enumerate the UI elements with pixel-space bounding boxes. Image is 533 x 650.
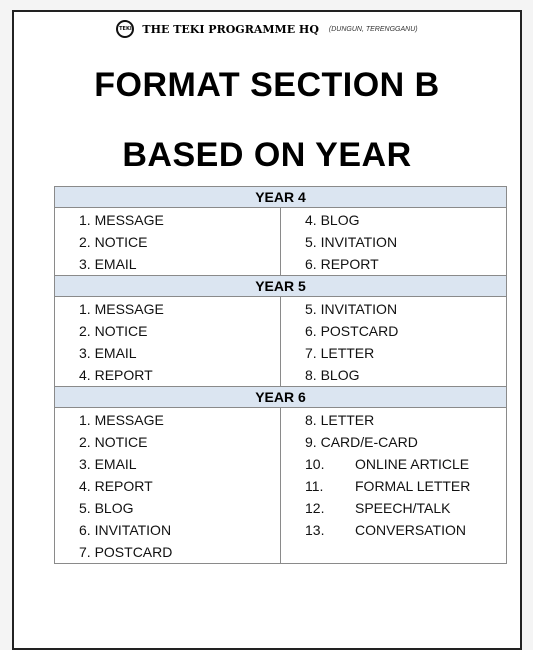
item-label: INVITATION — [320, 301, 398, 317]
item-label: NOTICE — [94, 434, 148, 450]
format-item — [305, 298, 506, 320]
format-item — [79, 231, 280, 253]
teki-logo-icon: TEKI — [116, 20, 134, 38]
item-number: 7. — [305, 345, 317, 361]
format-item — [305, 364, 506, 386]
item-number: 1. — [79, 212, 91, 228]
item-label: MESSAGE — [94, 301, 164, 317]
item-number: 3. — [79, 256, 91, 272]
item-label: CONVERSATION — [355, 522, 466, 538]
item-label: REPORT — [94, 367, 153, 383]
item-label: ONLINE ARTICLE — [355, 456, 470, 472]
item-label: LETTER — [320, 345, 375, 361]
item-label: EMAIL — [94, 456, 137, 472]
item-number: 5. — [79, 500, 91, 516]
item-number: 6. — [305, 256, 317, 272]
item-number: 11. — [305, 478, 324, 494]
item-label: MESSAGE — [94, 412, 164, 428]
format-list-right — [281, 208, 506, 275]
item-label: EMAIL — [94, 256, 137, 272]
format-list-left — [55, 208, 281, 275]
format-list-left — [55, 408, 281, 563]
year-header: YEAR 6 — [55, 387, 506, 408]
item-label: BLOG — [320, 367, 360, 383]
format-item — [79, 497, 280, 519]
format-item — [79, 431, 280, 453]
format-item — [79, 519, 280, 541]
format-item — [305, 453, 506, 475]
item-label: BLOG — [94, 500, 134, 516]
org-location: (DUNGUN, TERENGGANU) — [328, 25, 418, 33]
item-number: 13. — [305, 522, 325, 538]
format-item — [79, 475, 280, 497]
item-label: CARD/E-CARD — [320, 434, 418, 450]
item-label: FORMAL LETTER — [355, 478, 471, 494]
page-header — [14, 20, 520, 38]
item-number: 2. — [79, 434, 91, 450]
year-body — [55, 297, 506, 387]
item-number: 5. — [305, 301, 317, 317]
item-number: 3. — [79, 456, 91, 472]
format-item — [305, 231, 506, 253]
format-item — [79, 541, 280, 563]
format-item — [79, 253, 280, 275]
item-number: 4. — [305, 212, 317, 228]
item-number: 4. — [79, 367, 91, 383]
format-list-right — [281, 297, 506, 386]
item-label: LETTER — [320, 412, 375, 428]
format-item — [305, 519, 506, 541]
format-item — [79, 209, 280, 231]
item-label: POSTCARD — [320, 323, 399, 339]
item-number: 9. — [305, 434, 317, 450]
item-label: REPORT — [94, 478, 153, 494]
format-item — [305, 431, 506, 453]
format-list-right — [281, 408, 506, 563]
item-number: 6. — [305, 323, 317, 339]
format-item — [79, 342, 280, 364]
item-number: 2. — [79, 323, 91, 339]
page-title-line1: FORMAT SECTION B — [94, 66, 440, 104]
item-label: NOTICE — [94, 323, 148, 339]
format-item — [305, 475, 506, 497]
document-page — [12, 10, 522, 650]
format-table — [54, 186, 507, 564]
format-item — [305, 320, 506, 342]
year-body — [55, 408, 506, 563]
item-label: SPEECH/TALK — [355, 500, 451, 516]
item-number: 6. — [79, 522, 91, 538]
item-label: NOTICE — [94, 234, 148, 250]
format-item — [305, 497, 506, 519]
item-number: 10. — [305, 456, 325, 472]
item-number: 1. — [79, 412, 91, 428]
format-item — [79, 298, 280, 320]
item-label: BLOG — [320, 212, 360, 228]
item-number: 4. — [79, 478, 91, 494]
item-number: 8. — [305, 412, 317, 428]
item-label: INVITATION — [94, 522, 172, 538]
year-body — [55, 208, 506, 276]
item-number: 12. — [305, 500, 325, 516]
year-header: YEAR 4 — [55, 187, 506, 208]
item-number: 8. — [305, 367, 317, 383]
format-item — [79, 320, 280, 342]
item-number: 7. — [79, 544, 91, 560]
item-label: EMAIL — [94, 345, 137, 361]
format-item — [305, 253, 506, 275]
format-item — [305, 342, 506, 364]
format-item — [305, 409, 506, 431]
format-item — [79, 409, 280, 431]
item-label: REPORT — [320, 256, 379, 272]
year-header: YEAR 5 — [55, 276, 506, 297]
page-title-line2: BASED ON YEAR — [122, 136, 412, 174]
item-label: INVITATION — [320, 234, 398, 250]
format-list-left — [55, 297, 281, 386]
item-number: 2. — [79, 234, 91, 250]
format-item — [79, 453, 280, 475]
item-label: POSTCARD — [94, 544, 173, 560]
item-number: 3. — [79, 345, 91, 361]
format-item — [305, 209, 506, 231]
item-label: MESSAGE — [94, 212, 164, 228]
item-number: 5. — [305, 234, 317, 250]
format-item — [79, 364, 280, 386]
org-name: THE TEKI PROGRAMME HQ — [142, 22, 319, 36]
item-number: 1. — [79, 301, 91, 317]
